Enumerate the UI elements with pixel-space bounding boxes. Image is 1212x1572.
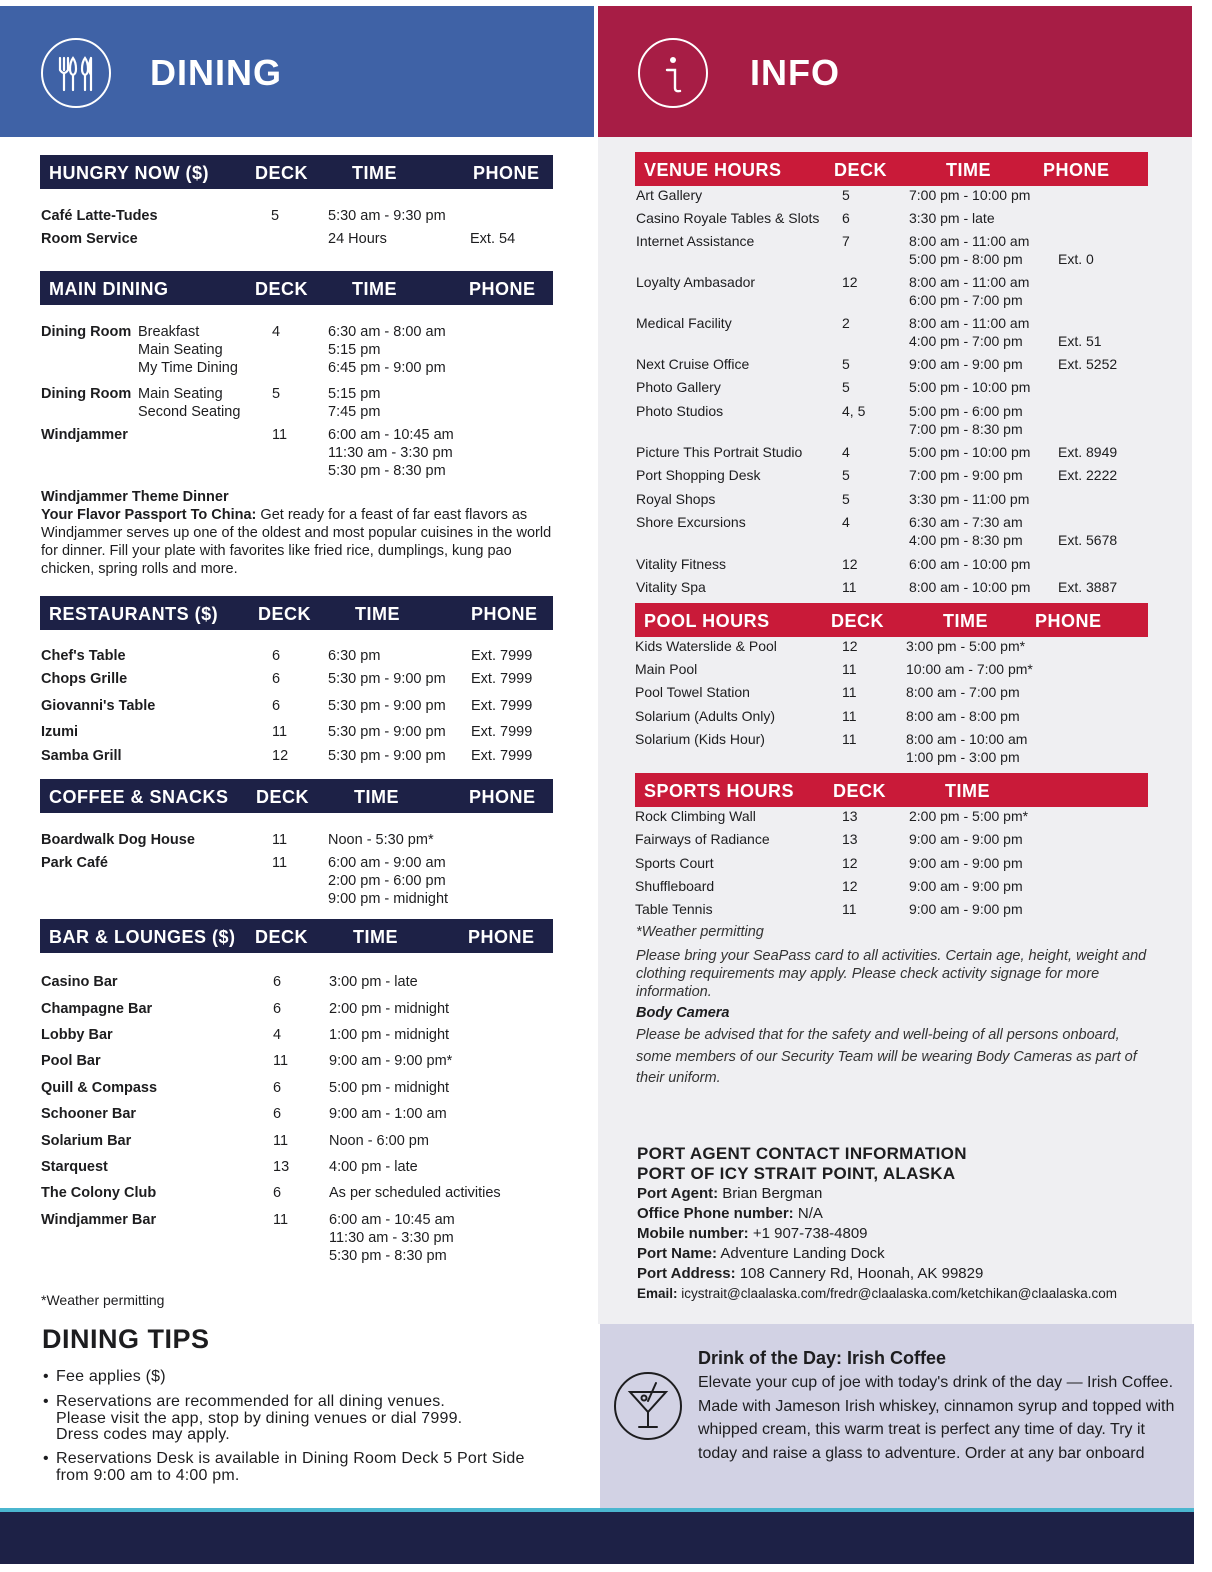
deck-value: 13 <box>842 831 858 847</box>
deck-value: 5 <box>842 356 850 372</box>
deck-value: 6 <box>272 698 281 714</box>
time-value: 9:00 am - 9:00 pm <box>909 831 1023 847</box>
deck-value: 11 <box>842 731 857 747</box>
time-value: 5:00 pm - midnight <box>329 1080 450 1096</box>
list-item: Dining Room <box>41 324 132 340</box>
time-value: 9:00 am - 9:00 pm* <box>329 1053 453 1069</box>
list-item: Chops Grille <box>41 671 128 687</box>
time-value: 1:00 pm - midnight <box>329 1027 450 1043</box>
tip-item: Reservations Desk is available in Dining Room Deck 5 Port Side from 9:00 am to 4:00 pm. <box>56 1450 525 1484</box>
deck-value: 6 <box>272 671 281 687</box>
pool-col-phone: PHONE <box>1035 611 1102 631</box>
list-item: Windjammer <box>41 427 128 443</box>
time-value: 6:30 pm <box>328 648 381 664</box>
bars-col-phone: PHONE <box>468 927 535 947</box>
sports-weather-note: *Weather permitting <box>636 924 764 940</box>
list-item: Starquest <box>41 1159 108 1175</box>
time-value: 8:00 am - 7:00 pm <box>906 684 1020 700</box>
time-value: 5:30 pm - 9:00 pm <box>328 698 446 714</box>
restaurants-col-name: RESTAURANTS ($) <box>49 604 219 624</box>
restaurants-col-time: TIME <box>355 604 400 624</box>
list-item: Table Tennis <box>635 901 713 917</box>
field-value: 108 Cannery Rd, Hoonah, AK 99829 <box>739 1265 984 1282</box>
time-value: 6:30 am - 7:30 am 4:00 pm - 8:30 pm <box>909 514 1023 548</box>
venue-col-name: VENUE HOURS <box>644 160 782 180</box>
field-label: Port Address: <box>637 1265 736 1282</box>
time-value: 4:00 pm - late <box>329 1159 418 1175</box>
main-dining-col-deck: DECK <box>255 279 309 299</box>
time-value: 8:00 am - 10:00 pm <box>909 579 1031 595</box>
theme-dinner-text: Get ready for a feast of far east flavors as Windjammer serves up one of the oldest and most popular cuisines in the world for dinner. Fill your plate with favorites like fried rice, dumplings, kung pao chicken, spring rolls and more. <box>41 507 552 577</box>
time-value: 8:00 am - 11:00 am 6:00 pm - 7:00 pm <box>909 274 1030 308</box>
dining-header <box>0 6 594 137</box>
coffee-col-time: TIME <box>354 787 399 807</box>
bullet: • <box>43 1393 49 1410</box>
list-item: Medical Facility <box>636 315 732 331</box>
theme-dinner-description <box>41 506 557 578</box>
port-field <box>637 1245 885 1263</box>
bullet: • <box>43 1368 49 1385</box>
time-value: 5:00 pm - 10:00 pm <box>909 444 1031 460</box>
list-item: Vitality Spa <box>636 579 706 595</box>
deck-value: 5 <box>842 467 850 483</box>
time-value: 6:30 am - 8:00 am 5:15 pm 6:45 pm - 9:00 pm <box>328 324 446 376</box>
deck-value: 13 <box>842 808 858 824</box>
deck-value: 11 <box>272 724 288 740</box>
deck-value: 12 <box>842 855 858 871</box>
time-value: 5:30 pm - 9:00 pm <box>328 671 446 687</box>
list-item: Dining Room <box>41 386 132 402</box>
list-item: Boardwalk Dog House <box>41 832 195 848</box>
body-camera-title: Body Camera <box>636 1005 730 1021</box>
bars-header <box>40 919 553 953</box>
phone-value: Ext. 8949 <box>1058 444 1118 460</box>
info-icon <box>638 38 708 108</box>
pool-col-deck: DECK <box>831 611 885 631</box>
deck-value: 5 <box>842 379 850 395</box>
field-value: +1 907-738-4809 <box>752 1225 868 1242</box>
phone-value: Ext. 7999 <box>471 724 533 740</box>
hungry-now-col-phone: PHONE <box>473 163 540 183</box>
deck-value: 12 <box>272 748 289 764</box>
bars-col-name: BAR & LOUNGES ($) <box>49 927 236 947</box>
deck-value: 11 <box>273 1212 289 1228</box>
list-item: Vitality Fitness <box>636 556 726 572</box>
list-item: Photo Studios <box>636 403 724 419</box>
list-item: Schooner Bar <box>41 1106 137 1122</box>
venue-col-time: TIME <box>946 160 991 180</box>
bullet: • <box>43 1450 49 1467</box>
coffee-col-name: COFFEE & SNACKS <box>49 787 229 807</box>
time-value: 9:00 am - 9:00 pm <box>909 356 1023 372</box>
deck-value: 4 <box>842 514 850 530</box>
port-field <box>637 1185 822 1203</box>
meal-labels: Breakfast Main Seating My Time Dining <box>138 324 238 376</box>
list-item: Quill & Compass <box>41 1080 158 1096</box>
list-item: Loyalty Ambasador <box>636 274 756 290</box>
deck-value: 11 <box>842 579 857 595</box>
time-value: 3:00 pm - late <box>329 974 418 990</box>
venue-col-deck: DECK <box>834 160 888 180</box>
venue-hours-header <box>635 152 1148 186</box>
time-value: 5:30 am - 9:30 pm <box>328 208 446 224</box>
list-item: Samba Grill <box>41 748 122 764</box>
time-value: 24 Hours <box>328 231 387 247</box>
port-agent-title: PORT AGENT CONTACT INFORMATION <box>637 1144 967 1163</box>
field-label: Mobile number: <box>637 1225 749 1242</box>
field-label: Port Agent: <box>637 1185 719 1202</box>
deck-value: 11 <box>842 684 857 700</box>
hungry-now-col-time: TIME <box>352 163 397 183</box>
time-value: As per scheduled activities <box>329 1185 501 1201</box>
pool-col-time: TIME <box>943 611 988 631</box>
time-value: 9:00 am - 9:00 pm <box>909 855 1023 871</box>
time-value: 8:00 am - 11:00 am 4:00 pm - 7:00 pm <box>909 315 1030 349</box>
port-name-title: PORT OF ICY STRAIT POINT, ALASKA <box>637 1164 956 1183</box>
sports-col-name: SPORTS HOURS <box>644 781 795 801</box>
footer-bar <box>0 1508 1194 1564</box>
deck-value: 4 <box>273 1027 282 1043</box>
list-item: Rock Climbing Wall <box>635 808 756 824</box>
list-item: Royal Shops <box>636 491 716 507</box>
phone-value: Ext. 54 <box>470 231 516 247</box>
list-item: Solarium (Kids Hour) <box>635 731 765 747</box>
meal-labels: Main Seating Second Seating <box>138 386 241 420</box>
time-value: 8:00 am - 10:00 am 1:00 pm - 3:00 pm <box>906 731 1028 765</box>
info-header <box>598 6 1192 137</box>
restaurants-col-phone: PHONE <box>471 604 538 624</box>
deck-value: 6 <box>273 1106 282 1122</box>
list-item: Photo Gallery <box>636 379 721 395</box>
deck-value: 4 <box>272 324 281 340</box>
coffee-col-phone: PHONE <box>469 787 536 807</box>
deck-value: 5 <box>271 208 280 224</box>
field-value[interactable]: icystrait@claalaska.com/fredr@claalaska.com/ketchikan@claalaska.com <box>681 1286 1118 1301</box>
list-item: Kids Waterslide & Pool <box>635 638 777 654</box>
deck-value: 4, 5 <box>842 403 866 419</box>
list-item: Next Cruise Office <box>636 356 750 372</box>
field-value: Adventure Landing Dock <box>720 1245 885 1262</box>
list-item: Pool Towel Station <box>635 684 750 700</box>
deck-value: 6 <box>273 1080 282 1096</box>
time-value: 7:00 pm - 9:00 pm <box>909 467 1023 483</box>
time-value: Noon - 5:30 pm* <box>328 832 434 848</box>
field-value: N/A <box>797 1205 823 1222</box>
time-value: 5:00 pm - 10:00 pm <box>909 379 1031 395</box>
hungry-now-header <box>40 155 553 189</box>
main-dining-col-name: MAIN DINING <box>49 279 169 299</box>
deck-value: 6 <box>273 1001 282 1017</box>
time-value: 5:30 pm - 9:00 pm <box>328 748 446 764</box>
tip-item: Fee applies ($) <box>56 1368 166 1385</box>
list-item: Sports Court <box>635 855 714 871</box>
main-dining-header <box>40 271 553 305</box>
list-item: Giovanni's Table <box>41 698 156 714</box>
time-value: 9:00 am - 1:00 am <box>329 1106 447 1122</box>
time-value: 8:00 am - 8:00 pm <box>906 708 1020 724</box>
footer-accent <box>0 1508 1194 1512</box>
deck-value: 6 <box>273 974 282 990</box>
deck-value: 11 <box>273 1053 289 1069</box>
list-item: Internet Assistance <box>636 233 755 249</box>
deck-value: 6 <box>273 1185 282 1201</box>
deck-value: 7 <box>842 233 850 249</box>
list-item: Café Latte-Tudes <box>41 208 158 224</box>
port-field <box>637 1265 983 1283</box>
list-item: Champagne Bar <box>41 1001 153 1017</box>
time-value: 3:00 pm - 5:00 pm* <box>906 638 1026 654</box>
deck-value: 12 <box>842 556 858 572</box>
list-item: Shuffleboard <box>635 878 715 894</box>
theme-dinner-lead: Your Flavor Passport To China: <box>41 507 257 523</box>
time-value: 3:30 pm - late <box>909 210 995 226</box>
coffee-header <box>40 779 553 813</box>
list-item: Solarium Bar <box>41 1133 132 1149</box>
drink-title: Drink of the Day: Irish Coffee <box>698 1348 947 1368</box>
sports-col-deck: DECK <box>833 781 887 801</box>
hungry-now-col-deck: DECK <box>255 163 309 183</box>
list-item: Lobby Bar <box>41 1027 113 1043</box>
phone-value: Ext. 7999 <box>471 671 533 687</box>
list-item: The Colony Club <box>41 1185 157 1201</box>
list-item: Port Shopping Desk <box>636 467 761 483</box>
deck-value: 6 <box>842 210 850 226</box>
list-item: Shore Excursions <box>636 514 746 530</box>
deck-value: 13 <box>273 1159 290 1175</box>
info-title: INFO <box>750 52 840 93</box>
time-value: 2:00 pm - midnight <box>329 1001 450 1017</box>
time-value: 10:00 am - 7:00 pm* <box>906 661 1033 677</box>
list-item: Windjammer Bar <box>41 1212 157 1228</box>
list-item: Chef's Table <box>41 648 126 664</box>
main-dining-col-time: TIME <box>352 279 397 299</box>
bars-col-deck: DECK <box>255 927 309 947</box>
phone-value: Ext. 0 <box>1058 251 1094 267</box>
drink-text: Elevate your cup of joe with today's drink of the day — Irish Coffee. Made with Jameson Irish whiskey, cinnamon syrup and topped with whipped cream, this warm treat is perfect any time of day. Try it today and raise a glass to adventure. Order at any bar onboard <box>698 1374 1175 1462</box>
cocktail-icon <box>612 1370 684 1442</box>
phone-value: Ext. 7999 <box>471 698 533 714</box>
deck-value: 11 <box>842 901 857 917</box>
deck-value: 11 <box>272 427 288 443</box>
dining-title: DINING <box>150 52 282 93</box>
theme-dinner-title: Windjammer Theme Dinner <box>41 489 229 505</box>
list-item: Izumi <box>41 724 79 740</box>
list-item: Room Service <box>41 231 138 247</box>
deck-value: 11 <box>272 832 288 848</box>
field-label: Office Phone number: <box>637 1205 794 1222</box>
port-field <box>637 1225 868 1243</box>
deck-value: 2 <box>842 315 850 331</box>
phone-value: Ext. 5252 <box>1058 356 1118 372</box>
phone-value: Ext. 2222 <box>1058 467 1118 483</box>
list-item: Pool Bar <box>41 1053 101 1069</box>
phone-value: Ext. 5678 <box>1058 532 1118 548</box>
restaurants-header <box>40 596 553 630</box>
time-value: 9:00 am - 9:00 pm <box>909 878 1023 894</box>
weather-note: *Weather permitting <box>41 1292 165 1308</box>
phone-value: Ext. 3887 <box>1058 579 1118 595</box>
pool-hours-header <box>635 603 1148 637</box>
deck-value: 4 <box>842 444 850 460</box>
time-value: 6:00 am - 10:00 pm <box>909 556 1031 572</box>
sports-hours-header <box>635 773 1148 807</box>
time-value: 6:00 am - 9:00 am 2:00 pm - 6:00 pm 9:00 pm - midnight <box>328 855 449 907</box>
time-value: Noon - 6:00 pm <box>329 1133 429 1149</box>
pool-col-name: POOL HOURS <box>644 611 770 631</box>
hungry-now-col-name: HUNGRY NOW ($) <box>49 163 209 183</box>
deck-value: 12 <box>842 274 858 290</box>
coffee-col-deck: DECK <box>256 787 310 807</box>
sports-col-time: TIME <box>945 781 990 801</box>
list-item: Casino Bar <box>41 974 118 990</box>
time-value: 8:00 am - 11:00 am 5:00 pm - 8:00 pm <box>909 233 1030 267</box>
phone-value: Ext. 7999 <box>471 648 533 664</box>
venue-col-phone: PHONE <box>1043 160 1110 180</box>
time-value: 3:30 pm - 11:00 pm <box>909 491 1030 507</box>
restaurants-col-deck: DECK <box>258 604 312 624</box>
list-item: Park Café <box>41 855 108 871</box>
deck-value: 5 <box>842 187 850 203</box>
field-label: Port Name: <box>637 1245 718 1262</box>
time-value: 5:30 pm - 9:00 pm <box>328 724 446 740</box>
bars-col-time: TIME <box>353 927 398 947</box>
deck-value: 12 <box>842 638 858 654</box>
list-item: Picture This Portrait Studio <box>636 444 803 460</box>
time-value: 5:00 pm - 6:00 pm 7:00 pm - 8:30 pm <box>909 403 1023 437</box>
tip-item: Reservations are recommended for all dining venues. Please visit the app, stop by dining venues or dial 7999. Dress codes may apply. <box>56 1393 463 1443</box>
field-value: Brian Bergman <box>722 1185 823 1202</box>
port-field <box>637 1205 823 1223</box>
list-item: Casino Royale Tables & Slots <box>636 210 820 226</box>
deck-value: 6 <box>272 648 281 664</box>
list-item: Main Pool <box>635 661 698 677</box>
time-value: 9:00 am - 9:00 pm <box>909 901 1023 917</box>
time-value: 7:00 pm - 10:00 pm <box>909 187 1031 203</box>
dining-tips-title: DINING TIPS <box>42 1324 210 1354</box>
list-item: Solarium (Adults Only) <box>635 708 776 724</box>
deck-value: 11 <box>273 1133 289 1149</box>
deck-value: 5 <box>842 491 850 507</box>
phone-value: Ext. 7999 <box>471 748 533 764</box>
deck-value: 11 <box>842 661 857 677</box>
field-label: Email: <box>637 1286 678 1301</box>
phone-value: Ext. 51 <box>1058 333 1102 349</box>
list-item: Art Gallery <box>636 187 703 203</box>
time-value: 2:00 pm - 5:00 pm* <box>909 808 1029 824</box>
deck-value: 11 <box>272 855 288 871</box>
time-value: 5:15 pm 7:45 pm <box>328 386 381 420</box>
seapass-note: Please bring your SeaPass card to all activities. Certain age, height, weight and clothing requirements may apply. Please check activity signage for more information. <box>636 948 1147 1000</box>
body-camera-text: Please be advised that for the safety and well-being of all persons onboard, some members of our Security Team will be wearing Body Cameras as part of their uniform. <box>636 1027 1137 1086</box>
list-item: Fairways of Radiance <box>635 831 770 847</box>
time-value: 6:00 am - 10:45 am 11:30 am - 3:30 pm 5:30 pm - 8:30 pm <box>328 427 454 479</box>
deck-value: 5 <box>272 386 281 402</box>
deck-value: 12 <box>842 878 858 894</box>
utensils-icon <box>41 38 111 108</box>
port-field <box>637 1285 1117 1303</box>
time-value: 6:00 am - 10:45 am 11:30 am - 3:30 pm 5:30 pm - 8:30 pm <box>329 1212 455 1264</box>
deck-value: 11 <box>842 708 857 724</box>
main-dining-col-phone: PHONE <box>469 279 536 299</box>
